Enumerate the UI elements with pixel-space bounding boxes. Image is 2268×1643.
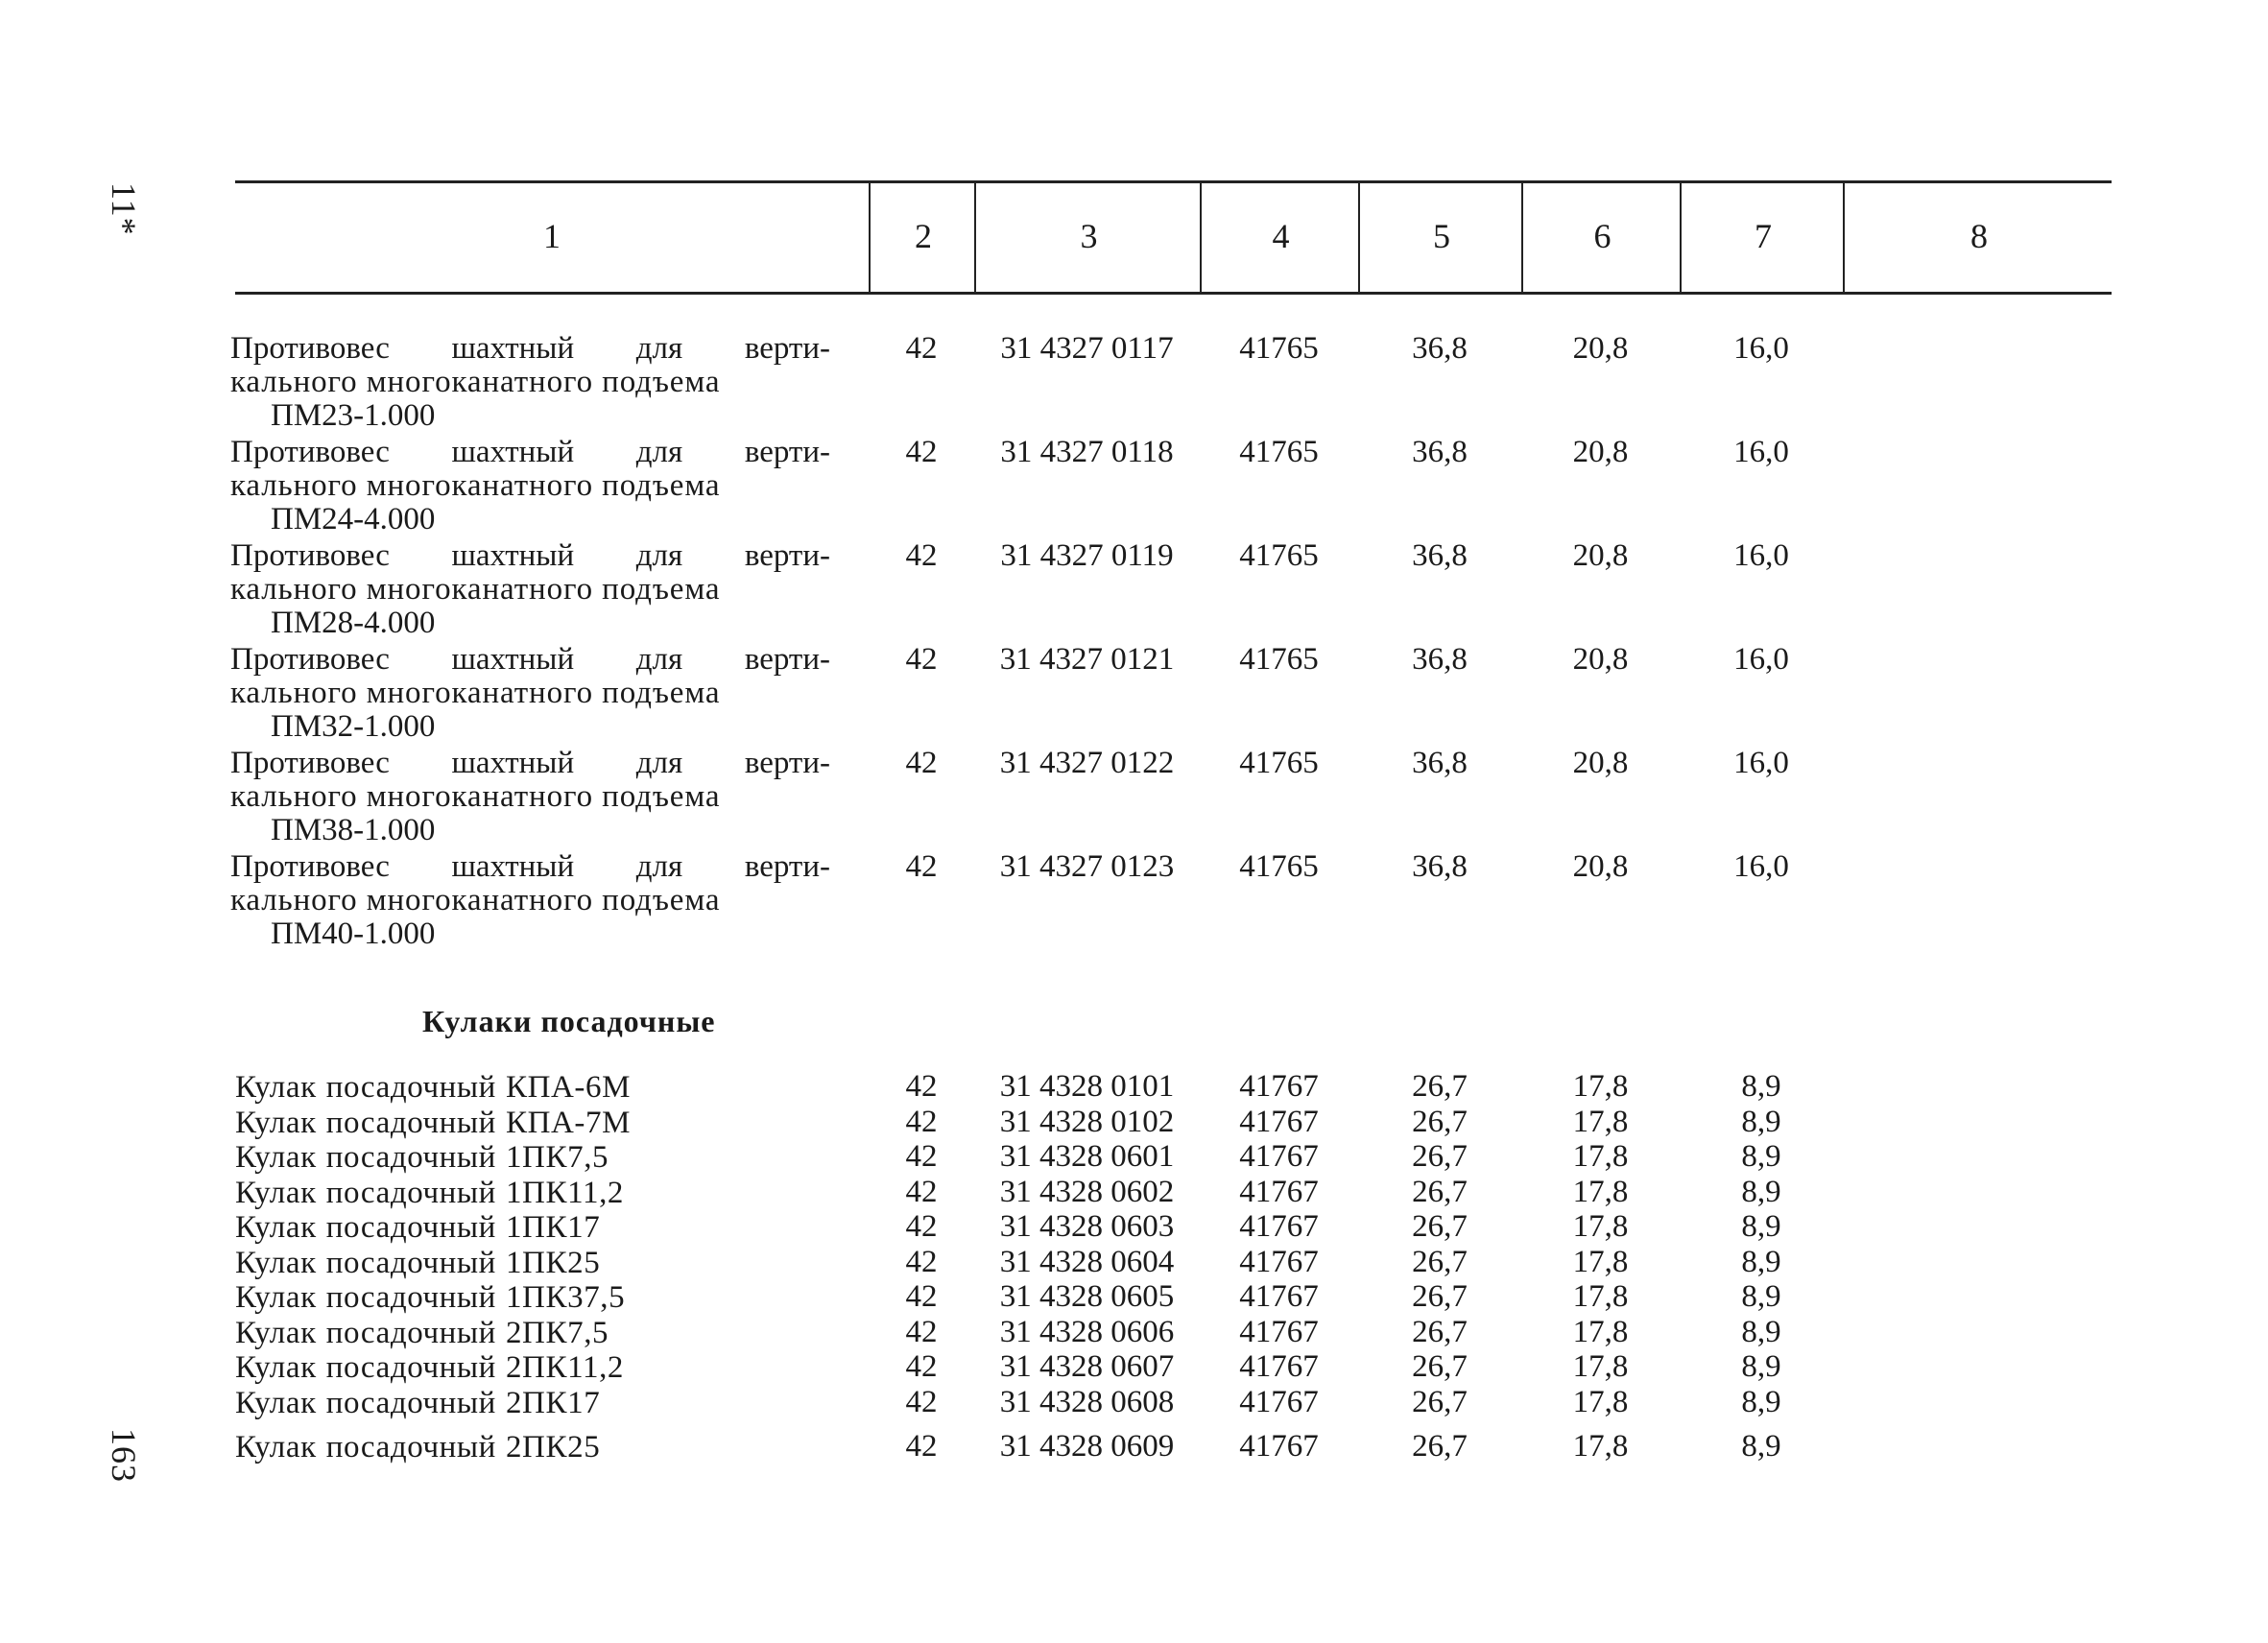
item-model: ПМ28-4.000 — [271, 606, 436, 640]
item-name-word: посадочный — [325, 1386, 496, 1420]
cell-c2: 42 — [905, 1245, 938, 1279]
item-name-word: Кулак — [235, 1350, 317, 1385]
item-name-word: посадочный — [325, 1140, 496, 1175]
cell-c2: 42 — [905, 1315, 938, 1349]
cell-c7: 8,9 — [1741, 1349, 1781, 1384]
item-name — [235, 1430, 600, 1464]
table-row — [0, 1210, 2268, 1245]
item-name — [230, 332, 830, 433]
item-name-word: верти- — [744, 538, 830, 573]
item-name — [230, 643, 830, 744]
cell-c4: 41765 — [1239, 435, 1319, 469]
item-name-word: Противовес — [230, 849, 390, 884]
item-name-word: Кулак — [235, 1316, 317, 1350]
header-col-3: 3 — [974, 180, 1202, 292]
cell-c6: 20,8 — [1572, 642, 1629, 677]
cell-c4: 41765 — [1239, 331, 1319, 366]
cell-c3: 31 4328 0606 — [999, 1315, 1175, 1349]
cell-c5: 36,8 — [1412, 849, 1468, 884]
cell-c6: 17,8 — [1572, 1279, 1629, 1314]
cell-c2: 42 — [905, 1385, 938, 1419]
cell-c2: 42 — [905, 538, 938, 573]
item-name-line-2: кального многоканатного подъема — [230, 779, 721, 814]
table-row — [0, 850, 2268, 952]
cell-c5: 26,7 — [1412, 1209, 1468, 1244]
item-name-line-2: кального многоканатного подъема — [230, 572, 721, 607]
cell-c2: 42 — [905, 746, 938, 780]
item-name-word: Противовес — [230, 746, 390, 780]
cell-c6: 17,8 — [1572, 1139, 1629, 1174]
header-col-4: 4 — [1200, 180, 1360, 292]
table-row — [0, 1106, 2268, 1140]
header-col-8: 8 — [1843, 180, 2113, 292]
cell-c3: 31 4327 0121 — [999, 642, 1175, 677]
item-name-word: Противовес — [230, 435, 390, 469]
table-row — [0, 1430, 2268, 1464]
item-name-word: Кулак — [235, 1140, 317, 1175]
item-name-word: посадочный — [325, 1176, 496, 1210]
cell-c3: 31 4328 0601 — [999, 1139, 1175, 1174]
cell-c3: 31 4328 0102 — [999, 1105, 1175, 1139]
item-name-word: шахтный — [451, 849, 575, 884]
cell-c6: 17,8 — [1572, 1315, 1629, 1349]
cell-c2: 42 — [905, 1209, 938, 1244]
item-name — [235, 1210, 600, 1245]
cell-c2: 42 — [905, 1349, 938, 1384]
item-name-line-1 — [230, 850, 830, 884]
cell-c4: 41767 — [1239, 1349, 1319, 1384]
item-name-line-1 — [230, 436, 830, 469]
item-model: 2ПК17 — [505, 1386, 601, 1420]
cell-c6: 17,8 — [1572, 1069, 1629, 1104]
cell-c2: 42 — [905, 1069, 938, 1104]
cell-c6: 20,8 — [1572, 538, 1629, 573]
item-name-word: посадочный — [325, 1316, 496, 1350]
cell-c5: 26,7 — [1412, 1245, 1468, 1279]
cell-c7: 8,9 — [1741, 1245, 1781, 1279]
item-model: 2ПК25 — [505, 1430, 601, 1464]
item-name-word: Противовес — [230, 538, 390, 573]
cell-c6: 17,8 — [1572, 1349, 1629, 1384]
header-col-2: 2 — [869, 180, 976, 292]
cell-c7: 8,9 — [1741, 1139, 1781, 1174]
cell-c5: 26,7 — [1412, 1105, 1468, 1139]
item-model: 1ПК11,2 — [505, 1176, 625, 1210]
table-row — [0, 1176, 2268, 1210]
cell-c4: 41767 — [1239, 1385, 1319, 1419]
item-model: КПА-7М — [505, 1106, 632, 1140]
cell-c2: 42 — [905, 1139, 938, 1174]
item-name-word: Кулак — [235, 1430, 317, 1464]
item-name-word: посадочный — [325, 1210, 496, 1245]
cell-c5: 36,8 — [1412, 538, 1468, 573]
cell-c7: 8,9 — [1741, 1209, 1781, 1244]
item-name-line-2: кального многоканатного подъема — [230, 365, 721, 399]
cell-c4: 41767 — [1239, 1245, 1319, 1279]
cell-c7: 16,0 — [1733, 435, 1789, 469]
table-row — [0, 436, 2268, 537]
cell-c7: 8,9 — [1741, 1105, 1781, 1139]
item-name-word: шахтный — [451, 642, 575, 677]
cell-c6: 17,8 — [1572, 1385, 1629, 1419]
cell-c3: 31 4328 0101 — [999, 1069, 1175, 1104]
section-title: Кулаки посадочные — [422, 1004, 716, 1038]
item-name-word: посадочный — [325, 1430, 496, 1464]
item-name — [235, 1280, 625, 1315]
cell-c7: 16,0 — [1733, 746, 1789, 780]
table-row — [0, 747, 2268, 848]
cell-c3: 31 4328 0604 — [999, 1245, 1175, 1279]
page-number: 163 — [105, 1428, 143, 1483]
item-name-word: Кулак — [235, 1210, 317, 1245]
cell-c7: 8,9 — [1741, 1315, 1781, 1349]
table-row — [0, 1280, 2268, 1315]
item-model: 1ПК37,5 — [505, 1280, 626, 1315]
item-name-word: для — [635, 642, 683, 677]
item-name-word: Кулак — [235, 1106, 317, 1140]
item-model: 1ПК7,5 — [505, 1140, 609, 1175]
cell-c7: 16,0 — [1733, 538, 1789, 573]
table-row — [0, 1246, 2268, 1280]
cell-c5: 26,7 — [1412, 1349, 1468, 1384]
table-row — [0, 1070, 2268, 1105]
item-name-word: Кулак — [235, 1280, 317, 1315]
item-name-word: шахтный — [451, 331, 575, 366]
item-name — [230, 436, 830, 536]
item-name-line-1 — [230, 539, 830, 573]
cell-c7: 16,0 — [1733, 642, 1789, 677]
header-col-1: 1 — [543, 217, 561, 255]
cell-c3: 31 4327 0117 — [1000, 331, 1174, 366]
item-name — [230, 850, 830, 951]
header-col-5: 5 — [1358, 180, 1523, 292]
cell-c2: 42 — [905, 1175, 938, 1209]
item-name — [230, 747, 830, 847]
cell-c5: 26,7 — [1412, 1385, 1468, 1419]
cell-c4: 41767 — [1239, 1429, 1319, 1464]
item-name-word: Противовес — [230, 642, 390, 677]
item-name-word: верти- — [744, 849, 830, 884]
cell-c5: 26,7 — [1412, 1139, 1468, 1174]
item-model: ПМ40-1.000 — [271, 917, 436, 951]
cell-c3: 31 4328 0605 — [999, 1279, 1175, 1314]
table-row — [0, 1386, 2268, 1420]
cell-c2: 42 — [905, 642, 938, 677]
item-name-word: посадочный — [325, 1106, 496, 1140]
cell-c2: 42 — [905, 331, 938, 366]
table-row — [0, 332, 2268, 434]
cell-c6: 20,8 — [1572, 435, 1629, 469]
item-model: ПМ24-4.000 — [271, 502, 436, 536]
item-name-word: верти- — [744, 642, 830, 677]
cell-c4: 41765 — [1239, 746, 1319, 780]
cell-c6: 17,8 — [1572, 1105, 1629, 1139]
item-name-word: верти- — [744, 435, 830, 469]
cell-c7: 8,9 — [1741, 1279, 1781, 1314]
item-model: ПМ32-1.000 — [271, 709, 436, 744]
cell-c7: 8,9 — [1741, 1429, 1781, 1464]
cell-c2: 42 — [905, 1279, 938, 1314]
table-row — [0, 1140, 2268, 1175]
item-name-word: для — [635, 538, 683, 573]
item-name-word: для — [635, 435, 683, 469]
table-row — [0, 643, 2268, 745]
cell-c4: 41767 — [1239, 1069, 1319, 1104]
item-name-word: верти- — [744, 746, 830, 780]
item-name-line-1 — [230, 747, 830, 780]
cell-c4: 41767 — [1239, 1209, 1319, 1244]
cell-c4: 41767 — [1239, 1105, 1319, 1139]
cell-c6: 17,8 — [1572, 1175, 1629, 1209]
cell-c2: 42 — [905, 435, 938, 469]
item-name — [230, 539, 830, 640]
item-name — [235, 1246, 600, 1280]
item-name-word: шахтный — [451, 746, 575, 780]
cell-c3: 31 4327 0118 — [1000, 435, 1174, 469]
cell-c5: 36,8 — [1412, 331, 1468, 366]
cell-c4: 41765 — [1239, 849, 1319, 884]
cell-c3: 31 4327 0123 — [999, 849, 1175, 884]
cell-c5: 36,8 — [1412, 435, 1468, 469]
item-name-word: Противовес — [230, 331, 390, 366]
item-name-word: посадочный — [325, 1070, 496, 1105]
cell-c3: 31 4328 0608 — [999, 1385, 1175, 1419]
item-name-word: Кулак — [235, 1246, 317, 1280]
item-name — [235, 1176, 624, 1210]
cell-c5: 36,8 — [1412, 746, 1468, 780]
cell-c3: 31 4327 0122 — [999, 746, 1175, 780]
item-model: КПА-6М — [505, 1070, 632, 1105]
cell-c6: 17,8 — [1572, 1209, 1629, 1244]
item-name-word: посадочный — [325, 1350, 496, 1385]
item-name-word: Кулак — [235, 1070, 317, 1105]
cell-c3: 31 4328 0602 — [999, 1175, 1175, 1209]
item-name-word: верти- — [744, 331, 830, 366]
item-name-line-2: кального многоканатного подъема — [230, 468, 721, 503]
item-name — [235, 1070, 631, 1105]
item-model: 2ПК7,5 — [505, 1316, 609, 1350]
table-row — [0, 1350, 2268, 1385]
item-model: 1ПК17 — [505, 1210, 601, 1245]
cell-c4: 41767 — [1239, 1279, 1319, 1314]
table-row — [0, 1316, 2268, 1350]
cell-c7: 8,9 — [1741, 1385, 1781, 1419]
cell-c6: 17,8 — [1572, 1429, 1629, 1464]
header-col-7: 7 — [1680, 180, 1845, 292]
cell-c7: 8,9 — [1741, 1175, 1781, 1209]
cell-c6: 20,8 — [1572, 746, 1629, 780]
item-name-line-1 — [230, 643, 830, 677]
cell-c3: 31 4328 0603 — [999, 1209, 1175, 1244]
item-name-word: посадочный — [325, 1280, 496, 1315]
cell-c5: 26,7 — [1412, 1429, 1468, 1464]
cell-c6: 20,8 — [1572, 849, 1629, 884]
item-name-line-2: кального многоканатного подъема — [230, 676, 721, 710]
item-model: 2ПК11,2 — [505, 1350, 625, 1385]
cell-c7: 16,0 — [1733, 849, 1789, 884]
cell-c7: 8,9 — [1741, 1069, 1781, 1104]
item-model: 1ПК25 — [505, 1246, 601, 1280]
item-name-word: для — [635, 331, 683, 366]
cell-c5: 36,8 — [1412, 642, 1468, 677]
header-bottom-rule — [235, 292, 2112, 295]
item-name — [235, 1106, 631, 1140]
table-row — [0, 539, 2268, 641]
item-model: ПМ38-1.000 — [271, 813, 436, 847]
item-name-line-2: кального многоканатного подъема — [230, 883, 721, 917]
cell-c2: 42 — [905, 849, 938, 884]
cell-c6: 17,8 — [1572, 1245, 1629, 1279]
cell-c4: 41767 — [1239, 1139, 1319, 1174]
item-name-word: посадочный — [325, 1246, 496, 1280]
item-name — [235, 1316, 609, 1350]
item-name — [235, 1386, 600, 1420]
cell-c2: 42 — [905, 1105, 938, 1139]
cell-c5: 26,7 — [1412, 1315, 1468, 1349]
signature-mark: 11* — [105, 182, 143, 236]
cell-c6: 20,8 — [1572, 331, 1629, 366]
header-col-6: 6 — [1521, 180, 1682, 292]
cell-c5: 26,7 — [1412, 1175, 1468, 1209]
item-name-word: для — [635, 849, 683, 884]
cell-c4: 41765 — [1239, 538, 1319, 573]
cell-c3: 31 4328 0609 — [999, 1429, 1175, 1464]
item-name-word: Кулак — [235, 1176, 317, 1210]
item-name — [235, 1350, 624, 1385]
cell-c4: 41765 — [1239, 642, 1319, 677]
cell-c3: 31 4328 0607 — [999, 1349, 1175, 1384]
item-name-word: Кулак — [235, 1386, 317, 1420]
cell-c5: 26,7 — [1412, 1279, 1468, 1314]
item-name-word: шахтный — [451, 538, 575, 573]
cell-c4: 41767 — [1239, 1315, 1319, 1349]
item-name-line-1 — [230, 332, 830, 366]
item-name-word: для — [635, 746, 683, 780]
item-name-word: шахтный — [451, 435, 575, 469]
cell-c5: 26,7 — [1412, 1069, 1468, 1104]
cell-c3: 31 4327 0119 — [1000, 538, 1174, 573]
item-name — [235, 1140, 609, 1175]
cell-c7: 16,0 — [1733, 331, 1789, 366]
cell-c2: 42 — [905, 1429, 938, 1464]
cell-c4: 41767 — [1239, 1175, 1319, 1209]
item-model: ПМ23-1.000 — [271, 398, 436, 433]
